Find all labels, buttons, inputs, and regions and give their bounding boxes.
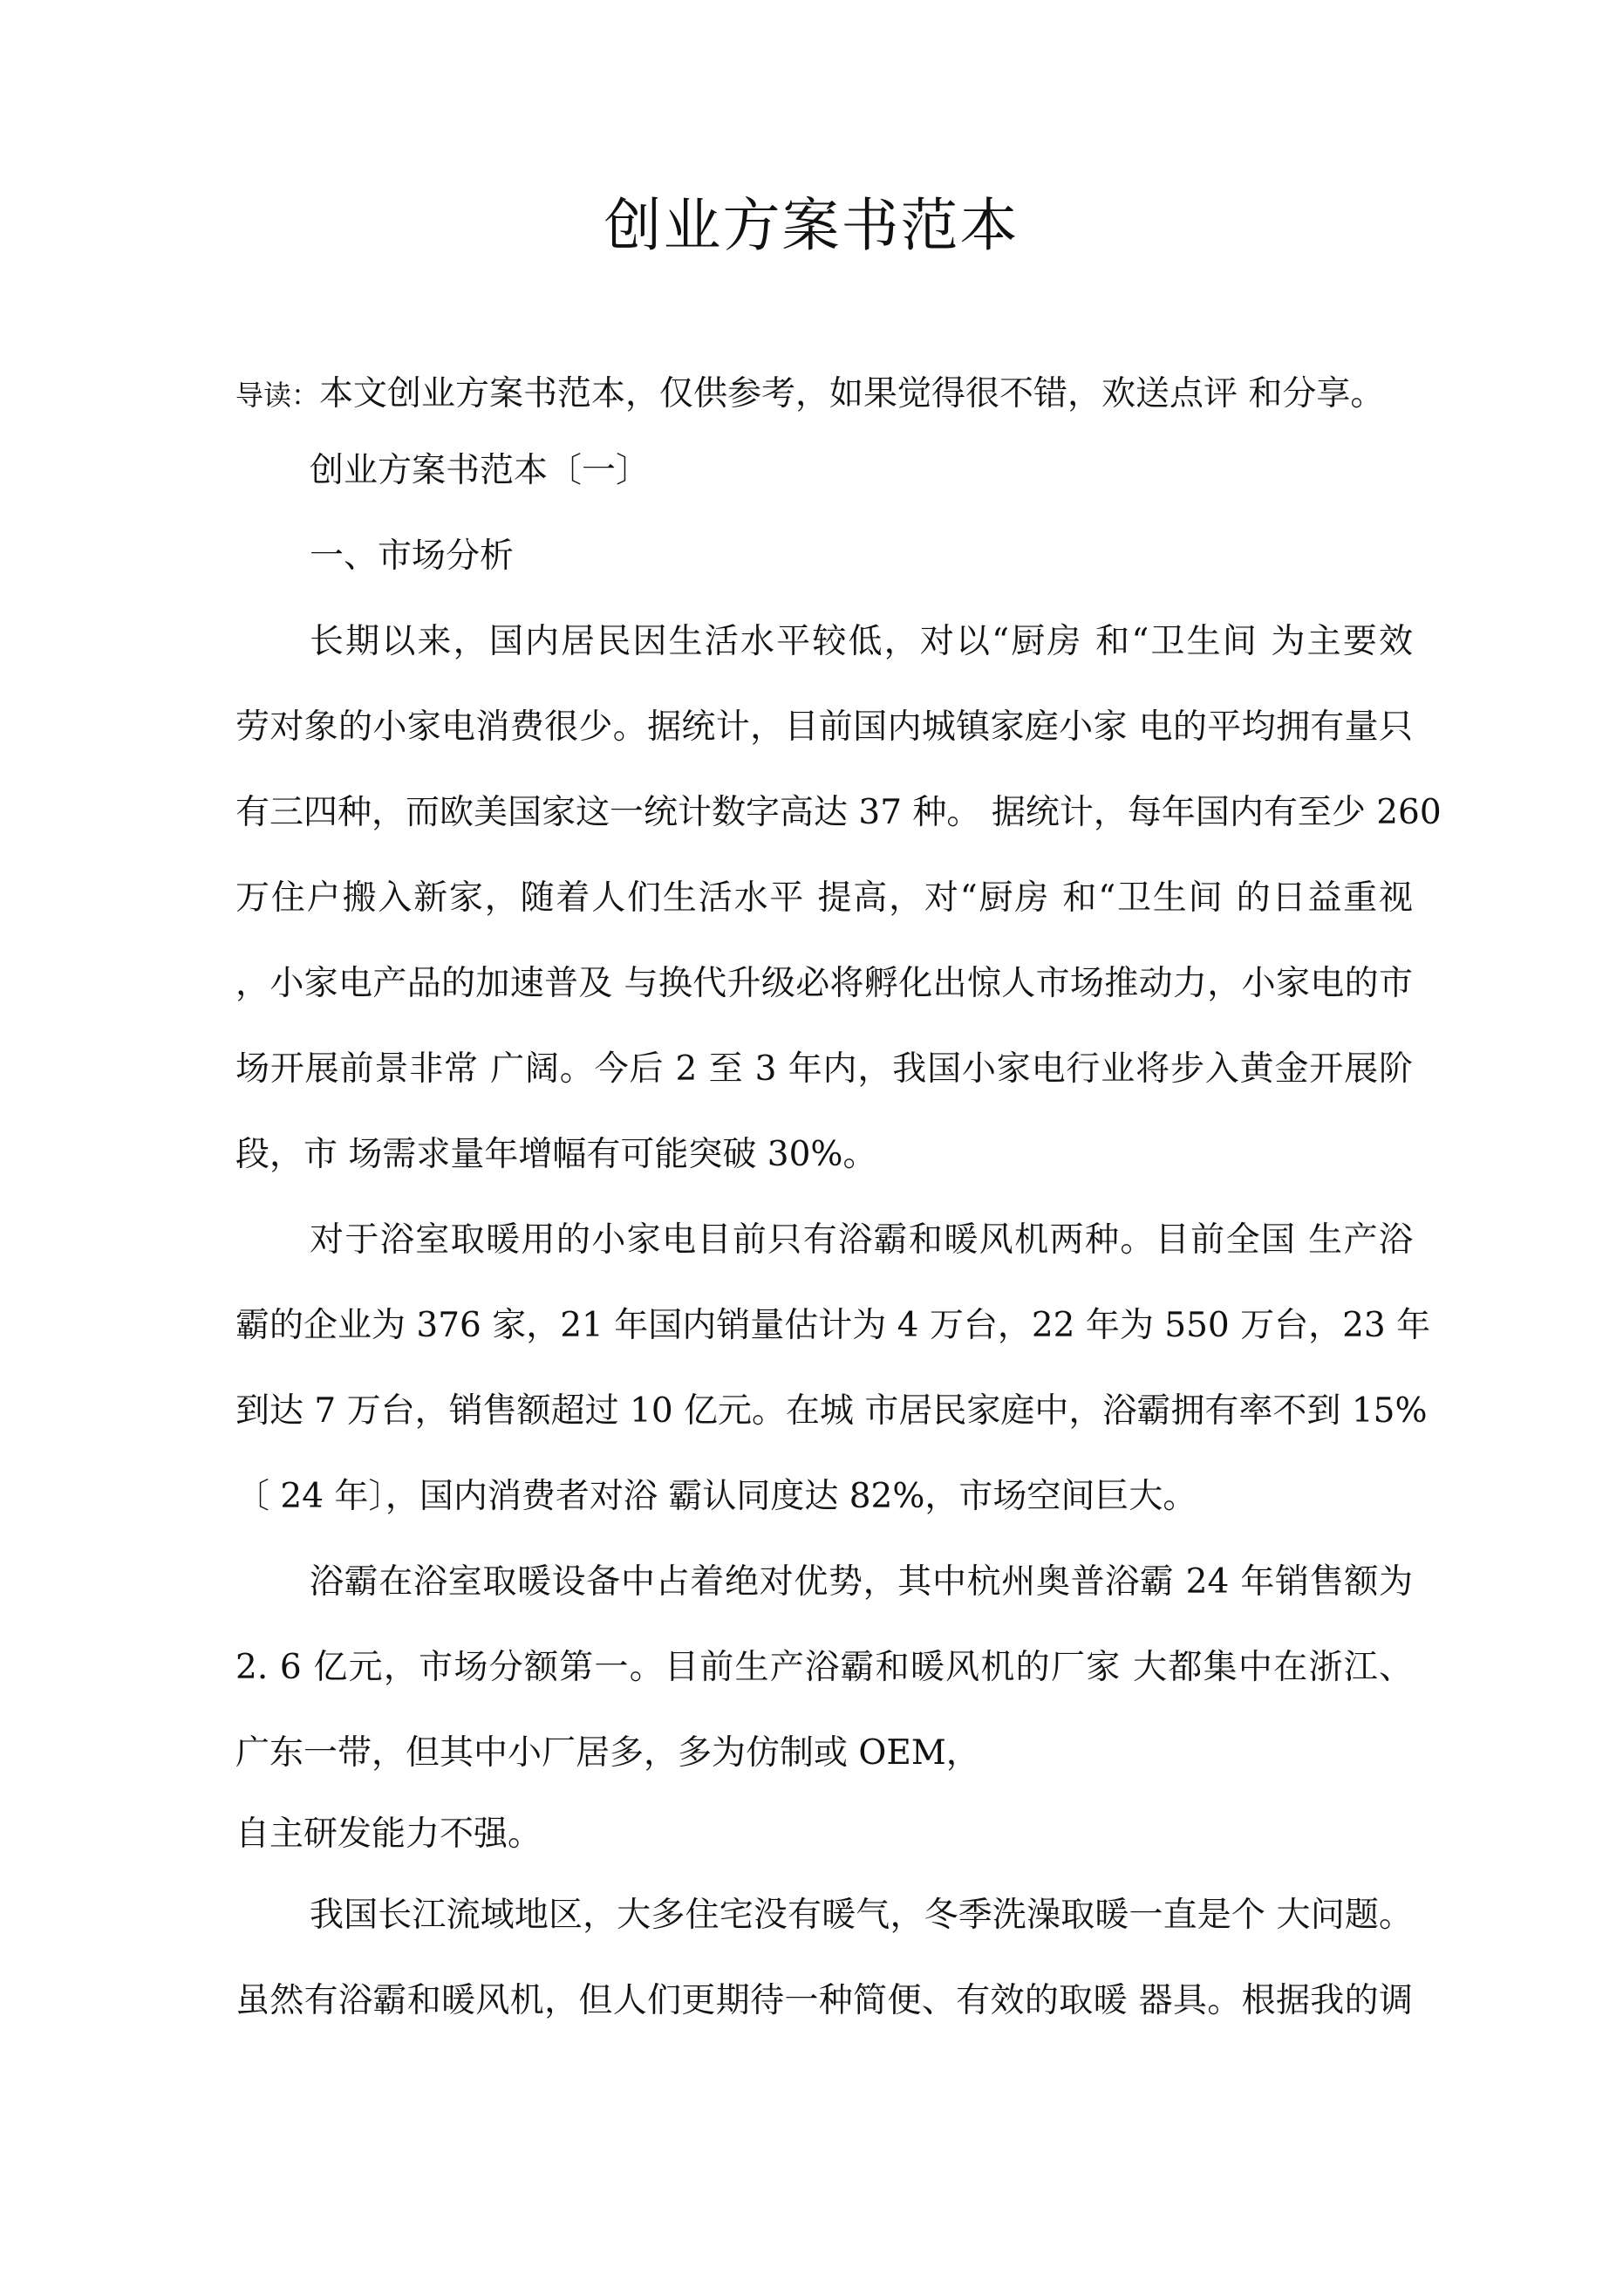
- intro-label: 导读：: [235, 379, 320, 412]
- paragraph-line: 2. 6 亿元，市场分额第一。目前生产浴霸和暖风机的厂家 大都集中在浙江、: [235, 1648, 1413, 1687]
- paragraph-line: 虽然有浴霸和暖风机，但人们更期待一种简便、有效的取暖 器具。根据我的调: [235, 1981, 1413, 2020]
- paragraph-line: 长期以来，国内居民因生活水平较低，对以“厨房 和“卫生间 为主要效: [310, 622, 1413, 661]
- paragraph-line: 万住户搬入新家，随着人们生活水平 提高，对“厨房 和“卫生间 的日益重视: [235, 878, 1413, 918]
- paragraph-line: 劳对象的小家电消费很少。据统计，目前国内城镇家庭小家 电的平均拥有量只: [235, 707, 1413, 747]
- section-title: 创业方案书范本〔一〕: [310, 451, 651, 490]
- intro-text: 本文创业方案书范本，仅供参考，如果觉得很不错，欢送点评 和分享。: [319, 374, 1385, 413]
- paragraph-line: 浴霸在浴室取暖设备中占着绝对优势，其中杭州奥普浴霸 24 年销售额为: [310, 1562, 1413, 1602]
- paragraph-line: 〔 24 年〕，国内消费者对浴 霸认同度达 82%，市场空间巨大。: [235, 1477, 1197, 1516]
- paragraph-line: 我国长江流域地区，大多住宅没有暖气，冬季洗澡取暖一直是个 大问题。: [310, 1896, 1413, 1935]
- paragraph-line: 场开展前景非常 广阔。今后 2 至 3 年内，我国小家电行业将步入黄金开展阶: [235, 1049, 1413, 1089]
- heading-market-analysis: 一、市场分析: [310, 536, 515, 576]
- intro-line: [235, 370, 1413, 420]
- paragraph-line: 段，市 场需求量年增幅有可能突破 30%。: [235, 1135, 877, 1174]
- paragraph-line: 到达 7 万台，销售额超过 10 亿元。在城 市居民家庭中，浴霸拥有率不到 15%: [235, 1391, 1428, 1431]
- document-title: 创业方案书范本: [604, 192, 1019, 259]
- paragraph-line: 有三四种，而欧美国家这一统计数字高达 37 种。 据统计，每年国内有至少 260: [235, 793, 1442, 832]
- paragraph-line: 广东一带，但其中小厂居多，多为仿制或 OEM，: [235, 1733, 980, 1773]
- paragraph-line: 霸的企业为 376 家，21 年国内销量估计为 4 万台，22 年为 550 万台，23 年: [235, 1306, 1431, 1345]
- paragraph-line: 对于浴室取暖用的小家电目前只有浴霸和暖风机两种。目前全国 生产浴: [310, 1220, 1413, 1260]
- paragraph-line: ，小家电产品的加速普及 与换代升级必将孵化出惊人市场推动力，小家电的市: [235, 964, 1413, 1003]
- paragraph-line: 自主研发能力不强。: [235, 1814, 542, 1854]
